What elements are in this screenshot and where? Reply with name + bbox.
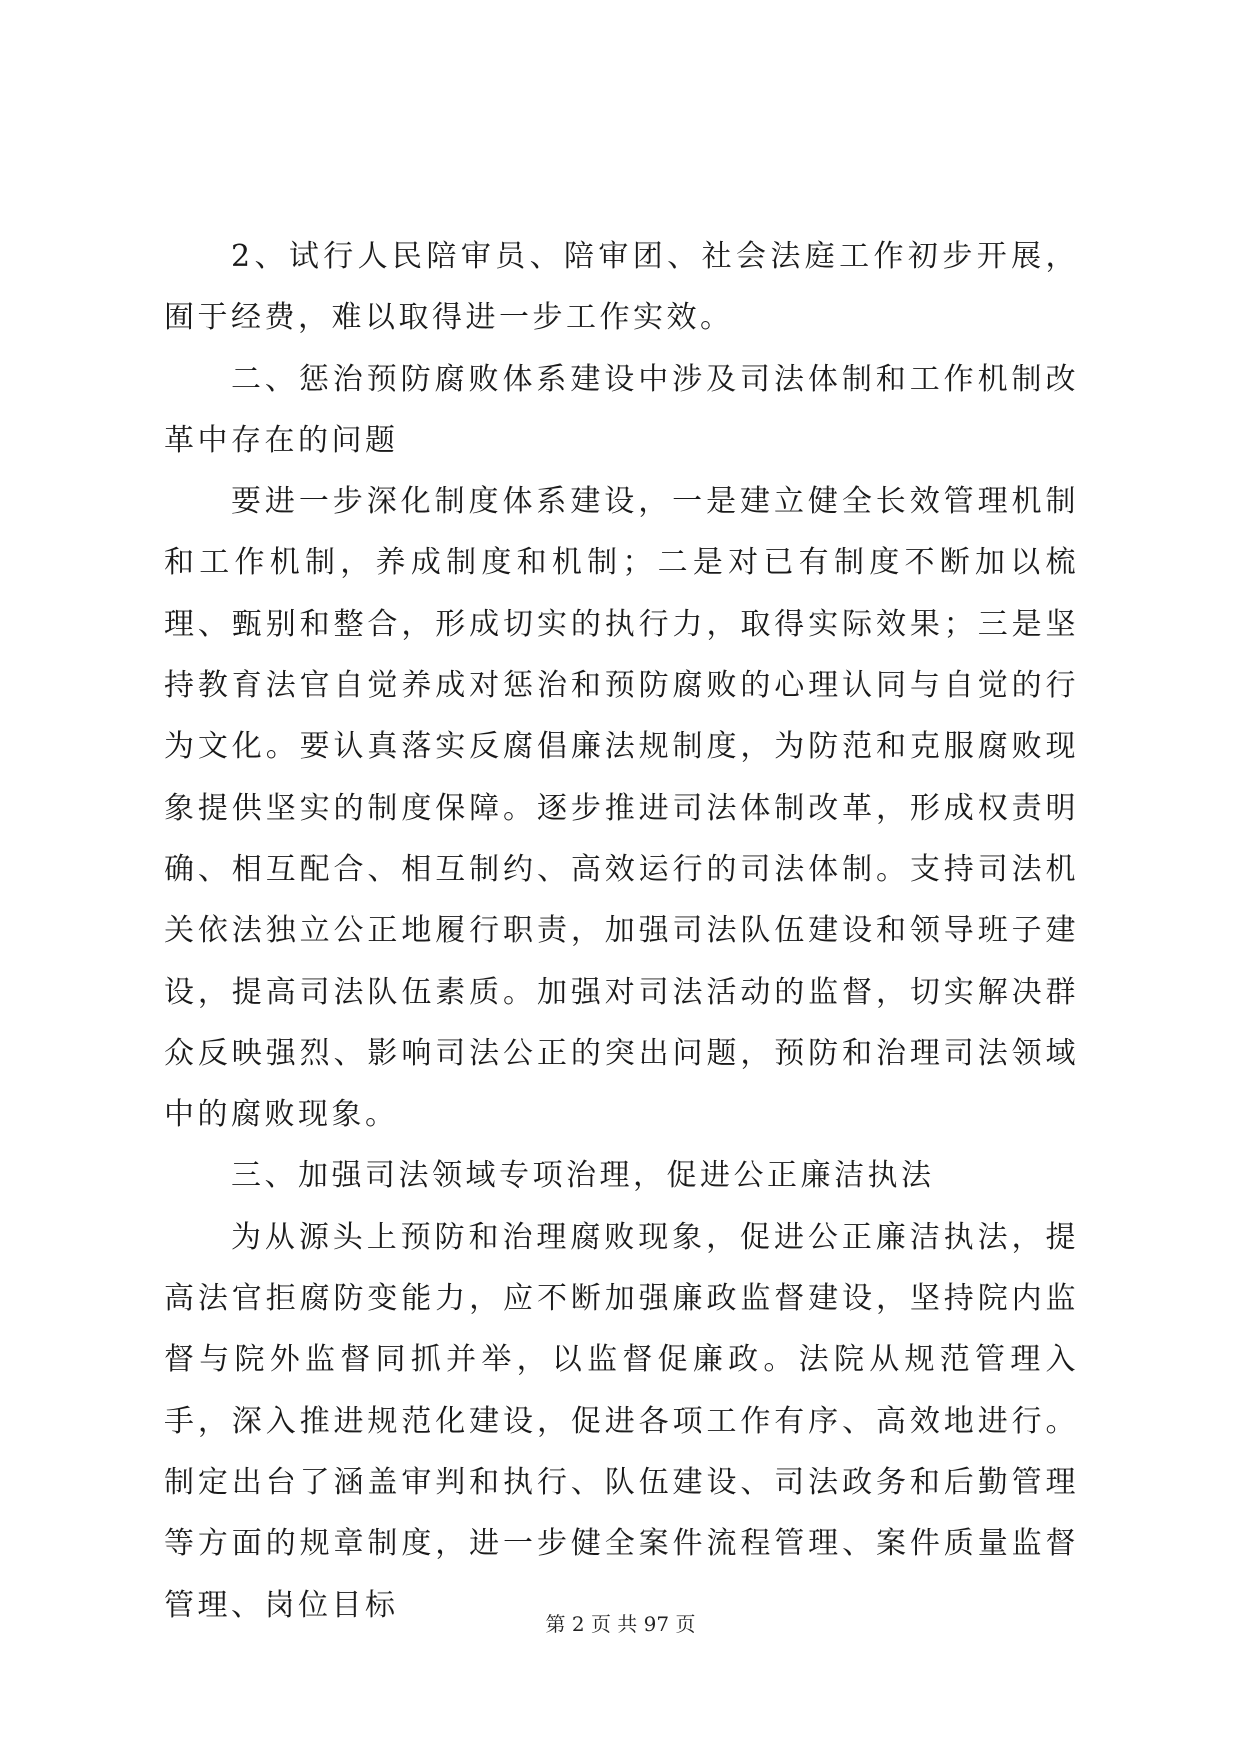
paragraph-body-2: 为从源头上预防和治理腐败现象，促进公正廉洁执法，提高法官拒腐防变能力，应不断加强廉政监督建设，坚持院内监督与院外监督同抓并举，以监督促廉政。法院从规范管理入手，深入推进规范化建设，促进各项工作有序、高效地进行。制定出台了涵盖审判和执行、队伍建设、司法政务和后勤管理等方面的规章制度，进一步健全案件流程管理、案件质量监督管理、岗位目标 <box>164 1219 1079 1623</box>
paragraph-body-1: 要进一步深化制度体系建设，一是建立健全长效管理机制和工作机制，养成制度和机制；二是对已有制度不断加以梳理、甄别和整合，形成切实的执行力，取得实际效果；三是坚持教育法官自觉养成对惩治和预防腐败的心理认同与自觉的行为文化。要认真落实反腐倡廉法规制度，为防范和克服腐败现象提供坚实的制度保障。逐步推进司法体制改革，形成权责明确、相互配合、相互制约、高效运行的司法体制。支持司法机关依法独立公正地履行职责，加强司法队伍建设和领导班子建设，提高司法队伍素质。加强对司法活动的监督，切实解决群众反映强烈、影响司法公正的突出问题，预防和治理司法领域中的腐败现象。 <box>164 484 1079 1133</box>
page-number-label: 第 2 页 共 97 页 <box>545 1612 696 1636</box>
section-heading-3: 三、加强司法领域专项治理，促进公正廉洁执法 <box>231 1158 935 1194</box>
document-body <box>164 226 1079 1636</box>
paragraph-item-2: 2、试行人民陪审员、陪审团、社会法庭工作初步开展，囿于经费，难以取得进一步工作实效。 <box>164 239 1079 336</box>
section-heading-2: 二、惩治预防腐败体系建设中涉及司法体制和工作机制改革中存在的问题 <box>164 361 1079 458</box>
page-footer <box>0 1612 1241 1636</box>
